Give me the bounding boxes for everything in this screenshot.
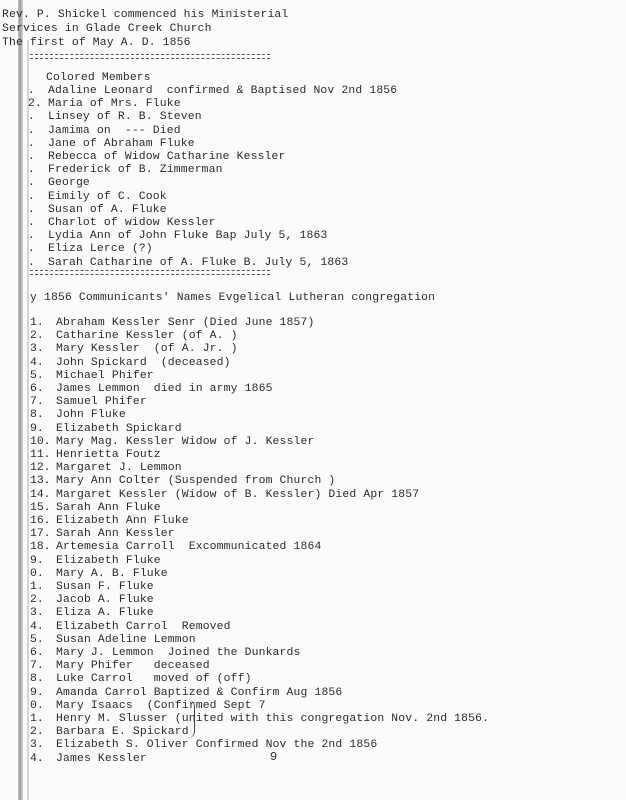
list-item-number: 3. <box>30 739 44 752</box>
list-item: Mary A. B. Fluke <box>56 567 168 580</box>
list-item: Charlot of widow Kessler <box>48 217 216 229</box>
list-item: Eimily of C. Cook <box>48 190 167 203</box>
list-item: Artemesia Carroll Excommunicated 1864 <box>56 541 322 554</box>
list-item: James Kessler <box>56 752 147 765</box>
list-item: John Fluke <box>56 409 126 422</box>
list-item: Elizabeth Ann Fluke <box>56 515 189 527</box>
list-item-number: 1. <box>30 581 44 593</box>
list-item: Sarah Catharine of A. Fluke B. July 5, 1863 <box>48 256 349 269</box>
list-item-number: . <box>28 124 35 137</box>
list-item: Adaline Leonard confirmed & Baptised Nov 2nd 1856 <box>48 85 398 97</box>
list-item: Mary Phifer deceased <box>56 660 210 673</box>
list-item-number: 7. <box>30 660 44 673</box>
list-item-number: 5. <box>30 633 44 646</box>
list-item: Mary Ann Colter (Suspended from Church ) <box>56 475 336 488</box>
list-item-number: 1. <box>30 713 44 725</box>
list-item: Linsey of R. B. Steven <box>48 111 202 124</box>
list-item: Elizabeth Spickard <box>56 422 182 435</box>
list-item-number: 9. <box>30 422 44 435</box>
list-item: Eliza Lerce (?) <box>48 243 153 256</box>
list-item-number: . <box>28 177 35 190</box>
list-item-number: . <box>28 243 35 256</box>
list-item: Susan F. Fluke <box>56 581 154 593</box>
separator-rule <box>30 270 270 275</box>
list-item-number: 0. <box>30 567 44 580</box>
list-item: Henrietta Foutz <box>56 449 161 461</box>
list-item: Mary Mag. Kessler Widow of J. Kessler <box>56 435 315 448</box>
list-item-number: 8. <box>30 673 44 686</box>
list-item-number: 0. <box>30 699 44 712</box>
list-item-number: . <box>28 217 35 229</box>
list-item: Maria of Mrs. Fluke <box>48 98 181 111</box>
header-line-1: Rev. P. Shickel commenced his Ministerial <box>2 9 289 21</box>
list-item-number: . <box>28 203 35 216</box>
list-item: Mary Kessler (of A. Jr. ) <box>56 343 238 356</box>
list-item: Elizabeth Carrol Removed <box>56 620 231 633</box>
list-item: Jamima on --- Died <box>48 124 181 137</box>
list-item: Margaret Kessler (Widow of B. Kessler) Died Apr 1857 <box>56 488 420 501</box>
list-item: Barbara E. Spickard <box>56 726 189 739</box>
list-item: Catharine Kessler (of A. ) <box>56 330 238 343</box>
list-item-number: 17. <box>30 528 51 541</box>
header-line-3: The first of May A. D. 1856 <box>2 37 191 49</box>
list-item-number: 4. <box>30 356 44 369</box>
list-item-number: 9. <box>30 554 44 567</box>
list-item-number: 12. <box>30 462 51 475</box>
list-item-number: 3. <box>30 607 44 620</box>
list-item-number: 6. <box>30 647 44 659</box>
header-line-2: Services in Glade Creek Church <box>2 23 212 35</box>
list-item-number: 2. <box>28 98 42 111</box>
list-item: Mary Isaacs (Confirmed Sept 7 <box>56 699 266 712</box>
list-item: George <box>48 177 90 190</box>
list-item: Jane of Abraham Fluke <box>48 137 195 150</box>
list-item-number: 11. <box>30 449 51 461</box>
list-item-number: 18. <box>30 541 51 554</box>
page-number: 9 <box>270 750 278 764</box>
list-item: Rebecca of Widow Catharine Kessler <box>48 151 286 163</box>
list-item-number: 2. <box>30 594 44 607</box>
list-item: Elizabeth S. Oliver Confirmed Nov the 2nd 1856 <box>56 739 378 752</box>
list-item-number: . <box>28 230 35 243</box>
list-item-number: 4. <box>30 752 44 765</box>
list-item: Luke Carrol moved of (off) <box>56 673 252 686</box>
list-item-number: 5. <box>30 369 44 382</box>
list-item-number: 16. <box>30 515 51 527</box>
list-item: Susan of A. Fluke <box>48 203 167 216</box>
list-item-number: 6. <box>30 383 44 395</box>
list-item-number: 1. <box>30 317 44 329</box>
list-item-number: . <box>28 85 35 97</box>
list-item-number: 13. <box>30 475 51 488</box>
list-item: Amanda Carrol Baptized & Confirm Aug 1856 <box>56 686 343 699</box>
list-item-number: 7. <box>30 396 44 409</box>
list-item: James Lemmon died in army 1865 <box>56 383 273 395</box>
handwritten-brace <box>188 700 195 738</box>
list-item-number: 8. <box>30 409 44 422</box>
list-item: Sarah Ann Kessler <box>56 528 175 541</box>
list-item-number: . <box>28 164 35 177</box>
list-item: Michael Phifer <box>56 369 154 382</box>
list-item-number: 10. <box>30 435 51 448</box>
list-item-number: 2. <box>30 330 44 343</box>
list-item-number: . <box>28 190 35 203</box>
list-item-number: . <box>28 137 35 150</box>
list-item-number: . <box>28 256 35 269</box>
list-item: Susan Adeline Lemmon <box>56 633 196 646</box>
list-item: Samuel Phifer <box>56 396 147 409</box>
list-item: Sarah Ann Fluke <box>56 501 161 514</box>
list-item-number: . <box>28 111 35 124</box>
list-item-number: . <box>28 151 35 163</box>
list-item: Henry M. Slusser (united with this congregation Nov. 2nd 1856. <box>56 713 490 725</box>
list-item-number: 3. <box>30 343 44 356</box>
list-item: Frederick of B. Zimmerman <box>48 164 223 177</box>
list-item-number: 2. <box>30 726 44 739</box>
list-item: Jacob A. Fluke <box>56 594 154 607</box>
list-item: Elizabeth Fluke <box>56 554 161 567</box>
list-item: Eliza A. Fluke <box>56 607 154 620</box>
list-item-number: 15. <box>30 501 51 514</box>
list-item: Lydia Ann of John Fluke Bap July 5, 1863 <box>48 230 328 243</box>
communicants-heading: y 1856 Communicants' Names Evgelical Lutheran congregation <box>30 292 436 304</box>
colored-members-heading: Colored Members <box>46 72 151 84</box>
list-item: Mary J. Lemmon Joined the Dunkards <box>56 647 301 659</box>
list-item: Margaret J. Lemmon <box>56 462 182 475</box>
list-item-number: 4. <box>30 620 44 633</box>
binding-shadow <box>18 0 23 800</box>
list-item-number: 14. <box>30 488 51 501</box>
separator-rule <box>30 54 270 59</box>
list-item: John Spickard (deceased) <box>56 356 231 369</box>
list-item-number: 9. <box>30 686 44 699</box>
list-item: Abraham Kessler Senr (Died June 1857) <box>56 317 315 329</box>
